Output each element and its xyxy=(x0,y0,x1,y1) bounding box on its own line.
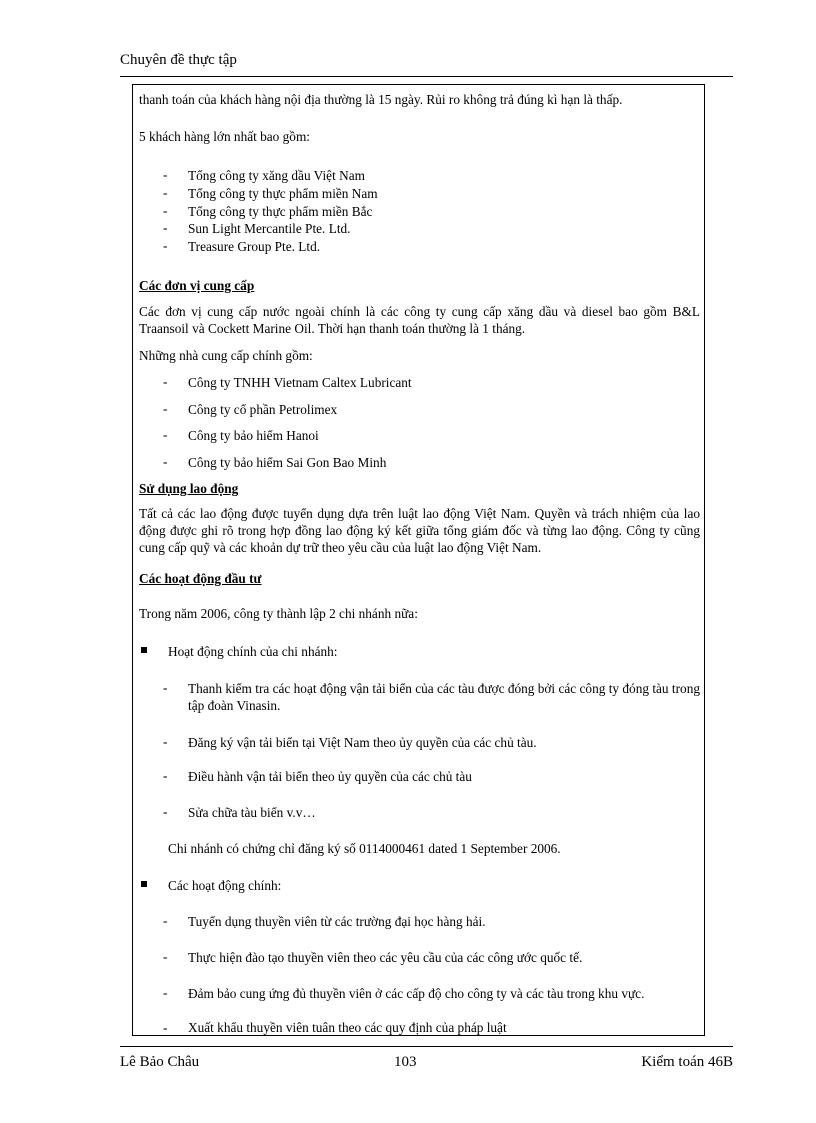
branch1-item: Sửa chữa tàu biển v.v… xyxy=(188,805,316,820)
list-dash: - xyxy=(163,238,168,253)
customer-item: Treasure Group Pte. Ltd. xyxy=(188,239,321,254)
list-dash: - xyxy=(163,185,168,200)
list-dash: - xyxy=(163,985,168,1000)
list-dash: - xyxy=(163,734,168,749)
branch2-item: Xuất khẩu thuyền viên tuân theo các quy định của pháp luật xyxy=(188,1020,507,1035)
list-dash: - xyxy=(163,454,168,469)
supplier-item: Công ty TNHH Vietnam Caltex Lubricant xyxy=(188,375,412,390)
supplier-item: Công ty cổ phần Petrolimex xyxy=(188,402,338,417)
branch1-item: Đăng ký vận tải biển tại Việt Nam theo ủy quyền của các chủ tàu. xyxy=(188,735,537,750)
page-header-title: Chuyên đề thực tập xyxy=(120,52,237,68)
square-bullet-icon xyxy=(141,647,147,653)
list-dash: - xyxy=(163,949,168,964)
investment-heading: Các hoạt động đầu tư xyxy=(139,571,262,586)
customers-intro: 5 khách hàng lớn nhất bao gồm: xyxy=(139,129,310,144)
customer-item: Tổng công ty thực phẩm miền Bắc xyxy=(188,204,373,219)
supplier-item: Công ty bảo hiểm Sai Gon Bao Minh xyxy=(188,455,387,470)
list-dash: - xyxy=(163,401,168,416)
branch2-item: Đảm bảo cung ứng đủ thuyền viên ở các cấp độ cho công ty và các tàu trong khu vực. xyxy=(188,986,645,1001)
footer-page-number: 103 xyxy=(394,1054,417,1070)
branch1-item: Điều hành vận tải biển theo ủy quyền của các chủ tàu xyxy=(188,769,472,784)
intro-line: thanh toán của khách hàng nội địa thường là 15 ngày. Rủi ro không trả đúng kì hạn là thấp. xyxy=(139,92,623,107)
branch1-certificate: Chi nhánh có chứng chỉ đăng ký số 0114000461 dated 1 September 2006. xyxy=(168,841,561,856)
investment-intro: Trong năm 2006, công ty thành lập 2 chi nhánh nữa: xyxy=(139,606,418,621)
list-dash: - xyxy=(163,680,168,695)
list-dash: - xyxy=(163,203,168,218)
footer-class: Kiểm toán 46B xyxy=(641,1054,733,1070)
list-dash: - xyxy=(163,374,168,389)
branch2-item: Tuyển dụng thuyền viên từ các trường đại học hàng hải. xyxy=(188,914,486,929)
customer-item: Tổng công ty xăng dầu Việt Nam xyxy=(188,168,365,183)
list-dash: - xyxy=(163,913,168,928)
labor-paragraph: Tất cả các lao động được tuyển dụng dựa trên luật lao động Việt Nam. Quyền và trách nhiệm của lao động được ghi rõ trong hợp đồng lao động ký kết giữa tổng giám đốc và từng lao động. Công ty cũng cung cấp quỹ và các khoản dự trữ theo yêu cầu của luật lao động Việt Nam. xyxy=(139,506,700,555)
list-dash: - xyxy=(163,768,168,783)
list-dash: - xyxy=(163,427,168,442)
list-dash: - xyxy=(163,220,168,235)
square-bullet-icon xyxy=(141,881,147,887)
suppliers-intro: Những nhà cung cấp chính gồm: xyxy=(139,348,313,363)
footer-divider xyxy=(120,1046,733,1047)
customer-item: Sun Light Mercantile Pte. Ltd. xyxy=(188,221,351,236)
list-dash: - xyxy=(163,1020,168,1035)
suppliers-heading: Các đơn vị cung cấp xyxy=(139,278,255,293)
list-dash: - xyxy=(163,804,168,819)
customer-item: Tổng công ty thực phẩm miền Nam xyxy=(188,186,378,201)
supplier-item: Công ty bảo hiểm Hanoi xyxy=(188,428,319,443)
branch2-title: Các hoạt động chính: xyxy=(168,878,282,893)
labor-heading: Sử dụng lao động xyxy=(139,481,239,496)
suppliers-paragraph: Các đơn vị cung cấp nước ngoài chính là các công ty cung cấp xăng dầu và diesel bao gồm B&L Traansoil và Cockett Marine Oil. Thời hạn thanh toán thường là 1 tháng. xyxy=(139,304,700,336)
header-divider xyxy=(120,76,733,77)
branch1-item: Thanh kiểm tra các hoạt động vận tải biển của các tàu được đóng bởi các công ty đóng tàu trong tập đoàn Vinasin. xyxy=(188,681,700,713)
branch2-item: Thực hiện đào tạo thuyền viên theo các yêu cầu của các công ước quốc tế. xyxy=(188,950,583,965)
branch1-title: Hoạt động chính của chi nhánh: xyxy=(168,644,338,659)
list-dash: - xyxy=(163,167,168,182)
footer-author: Lê Bảo Châu xyxy=(120,1054,200,1070)
